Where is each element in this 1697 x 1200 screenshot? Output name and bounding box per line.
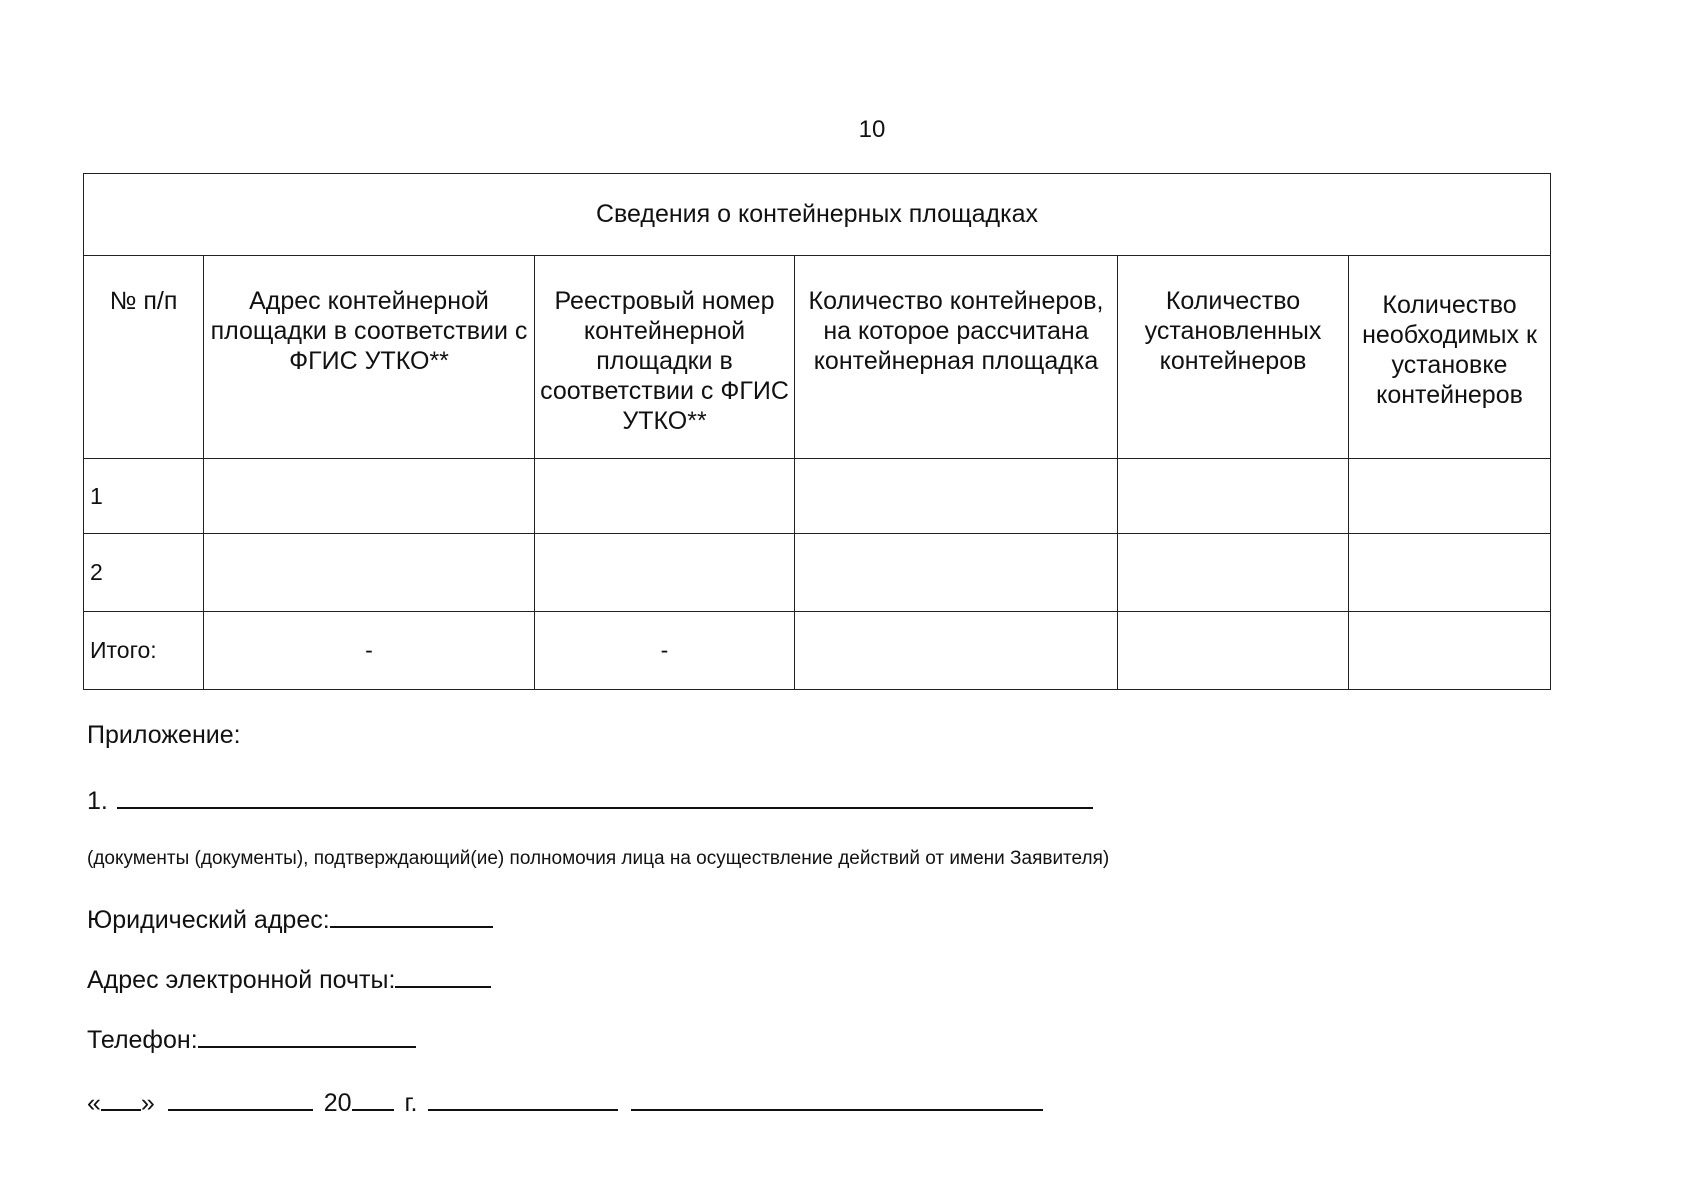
email-blank[interactable] [395,964,491,988]
email-line [87,964,491,995]
table-row [84,459,1551,534]
table-cell [204,459,535,534]
container-sites-table [83,173,1551,690]
table-row [84,534,1551,612]
day-blank[interactable] [101,1087,141,1111]
appendix-item-blank[interactable] [117,785,1093,809]
email-label: Адрес электронной почты: [87,966,396,994]
legal-address-label: Юридический адрес: [87,906,330,934]
appendix-item-line [87,785,1093,816]
table-cell [535,534,795,612]
total-capacity-cell [795,612,1118,690]
header-row-number: № п/п [84,256,204,459]
table-cell [1118,459,1349,534]
month-blank[interactable] [168,1087,313,1111]
table-cell [795,459,1118,534]
table-cell [204,534,535,612]
date-signature-line [87,1087,1043,1118]
table-header-row [84,256,1551,459]
appendix-title: Приложение: [87,721,241,749]
row-number-cell: 1 [84,459,204,534]
appendix-item-number: 1. [87,787,108,815]
signature-blank[interactable] [428,1087,618,1111]
table-cell [1118,534,1349,612]
legal-address-blank[interactable] [330,904,493,928]
year-blank[interactable] [352,1087,394,1111]
table-cell [1349,459,1551,534]
total-address-dash: - [204,612,535,690]
year-prefix: 20 [323,1089,352,1117]
table-caption: Сведения о контейнерных площадках [84,174,1551,256]
header-required: Количество необходимых к установке контейнеров [1349,256,1551,459]
row-number-cell: 2 [84,534,204,612]
table-cell [535,459,795,534]
page-number: 10 [858,116,886,143]
signer-name-blank[interactable] [631,1087,1043,1111]
year-suffix: г. [404,1089,418,1117]
header-site-address: Адрес контейнерной площадки в соответствии с ФГИС УТКО** [204,256,535,459]
legal-address-line [87,904,493,935]
table-cell [1349,534,1551,612]
appendix-note: (документы (документы), подтверждающий(ие) полномочия лица на осуществление действий от имени Заявителя) [87,848,1110,869]
total-row [84,612,1551,690]
total-label: Итого: [84,612,204,690]
header-installed: Количество установленных контейнеров [1118,256,1349,459]
total-installed-cell [1118,612,1349,690]
header-registry-number: Реестровый номер контейнерной площадки в соответствии с ФГИС УТКО** [535,256,795,459]
table-caption-row [84,174,1551,256]
total-required-cell [1349,612,1551,690]
phone-blank[interactable] [198,1024,416,1048]
header-capacity: Количество контейнеров, на которое рассчитана контейнерная площадка [795,256,1118,459]
table-cell [795,534,1118,612]
total-registry-dash: - [535,612,795,690]
open-quote: « [87,1089,101,1117]
phone-line [87,1024,416,1055]
close-quote: » [140,1089,155,1117]
phone-label: Телефон: [87,1026,198,1054]
